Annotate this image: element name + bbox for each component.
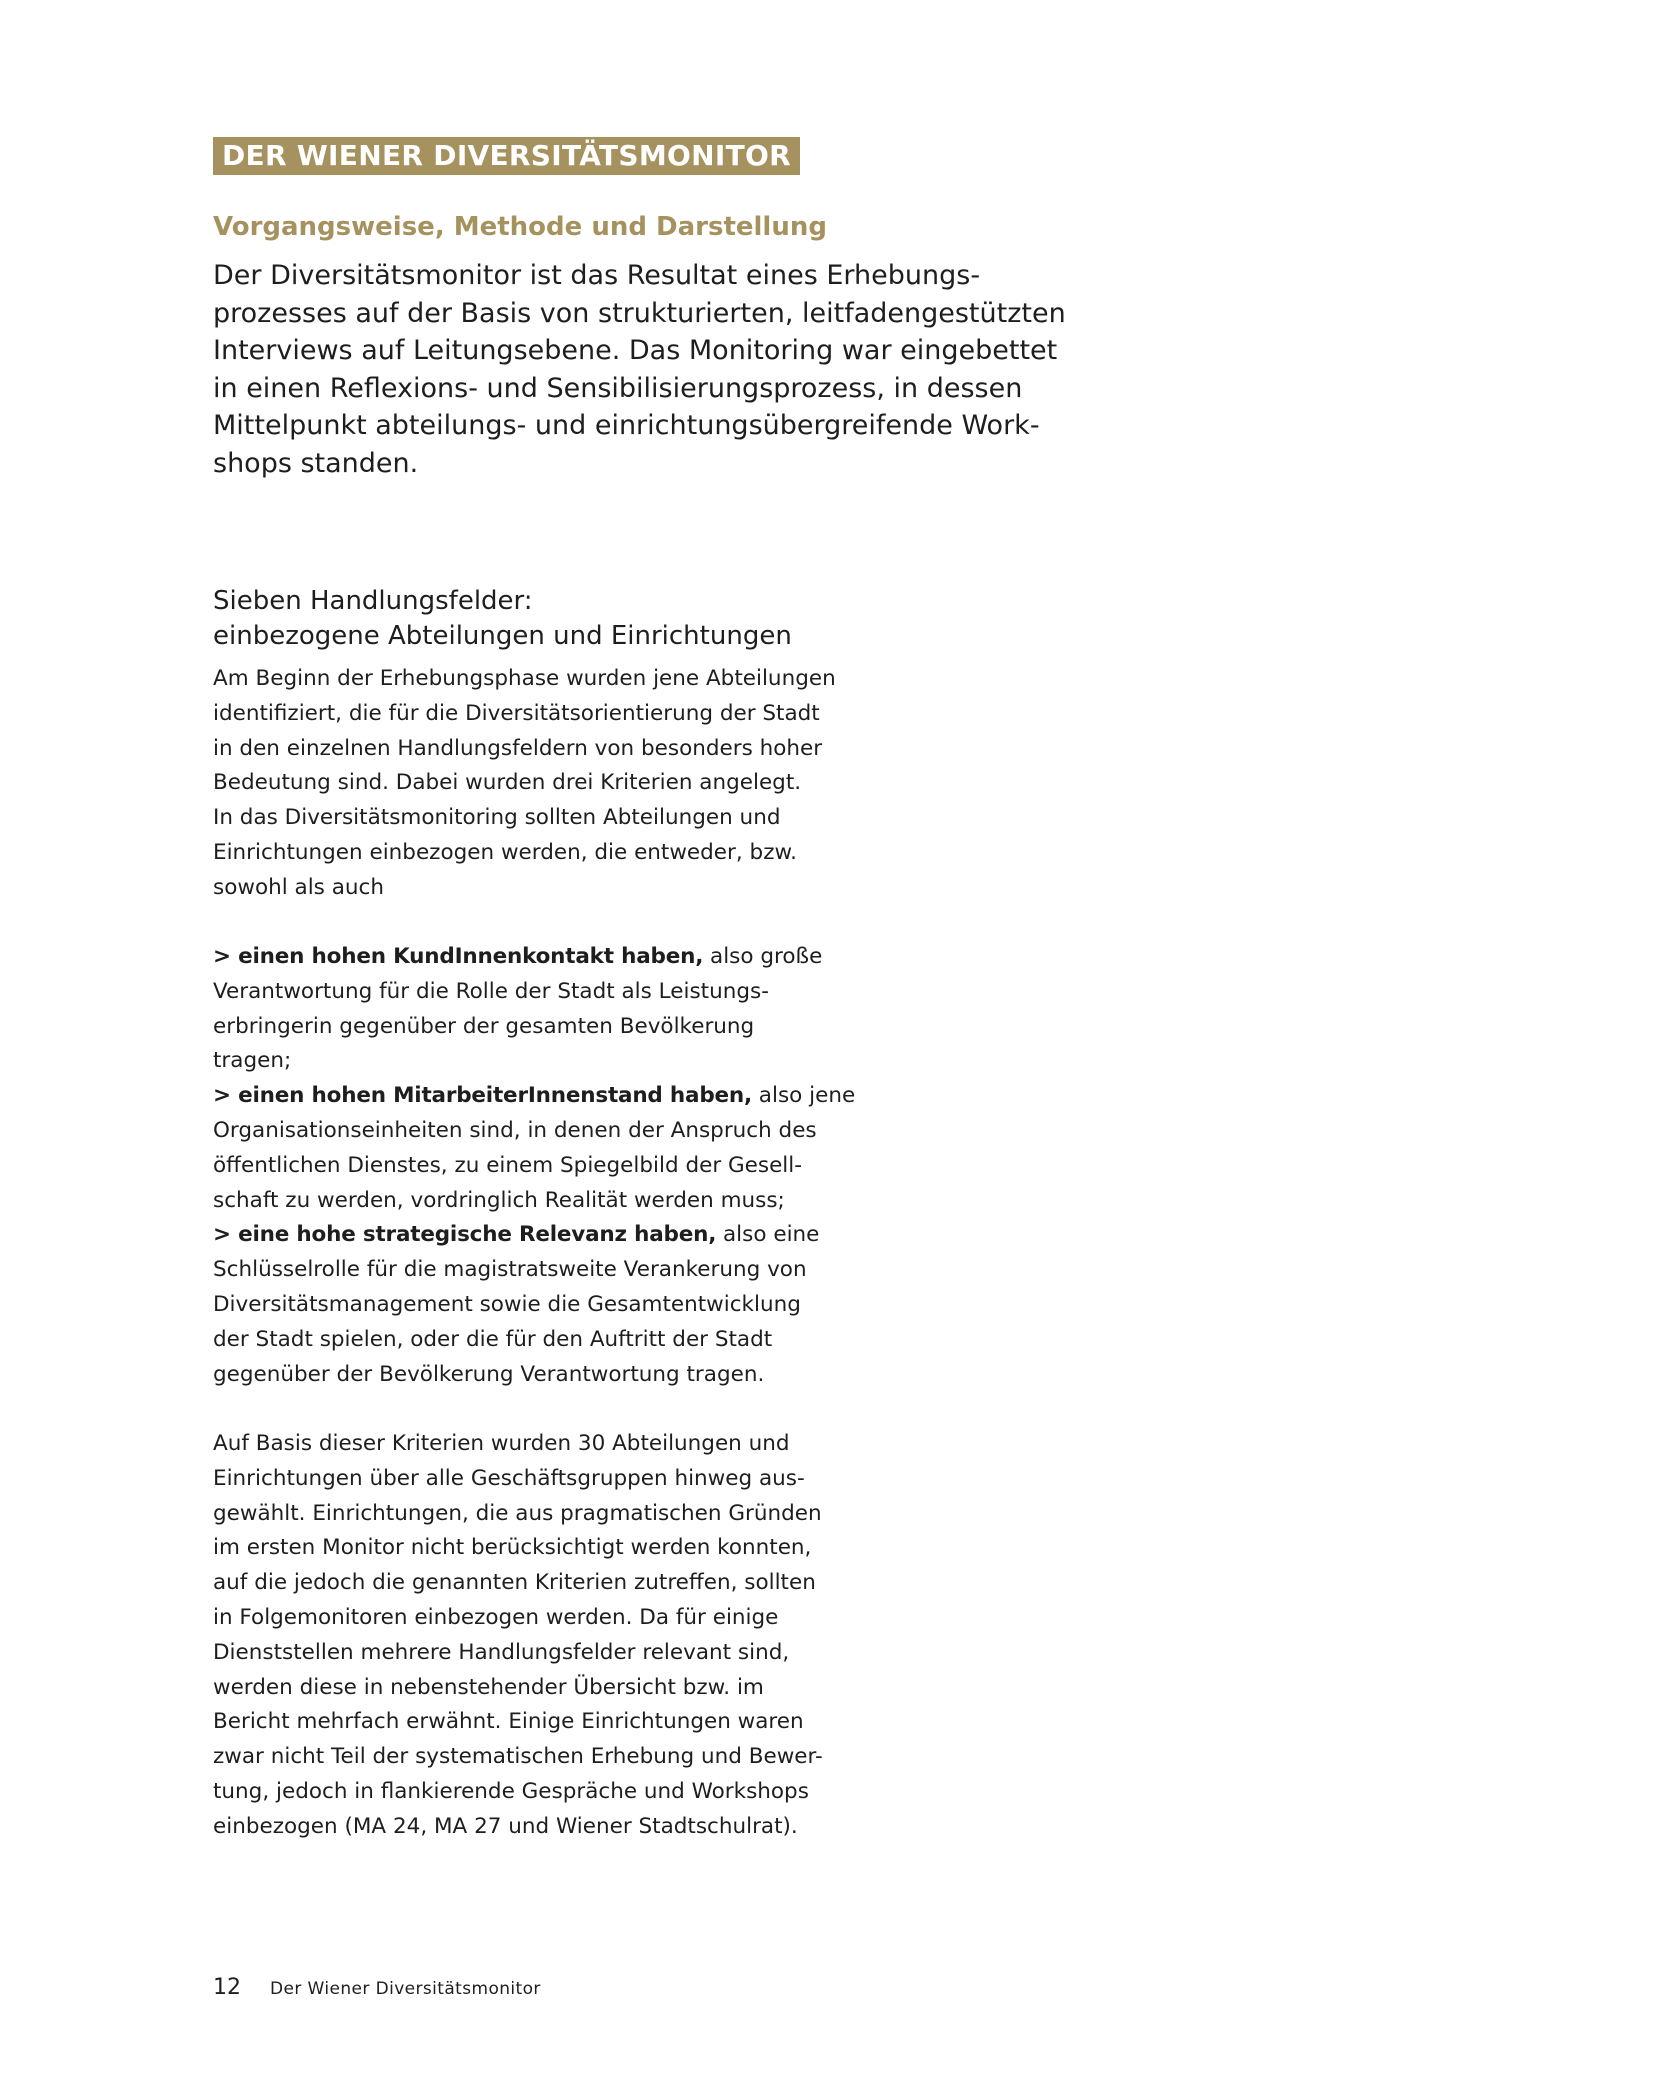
criterion-staff-size bbox=[213, 1079, 913, 1114]
text-line: Einrichtungen über alle Geschäftsgruppen hinweg aus- bbox=[213, 1465, 805, 1491]
criterion-text: also jene bbox=[751, 1083, 856, 1109]
text-line: gewählt. Einrichtungen, die aus pragmatischen Gründen bbox=[213, 1500, 822, 1526]
intro-line: in einen Reflexions- und Sensibilisierungsprozess, in dessen bbox=[213, 372, 1023, 404]
text-line: gegenüber der Bevölkerung Verantwortung tragen. bbox=[213, 1361, 765, 1387]
text-line: Bedeutung sind. Dabei wurden drei Kriterien angelegt. bbox=[213, 770, 802, 796]
text-line: werden diese in nebenstehender Übersicht bzw. im bbox=[213, 1674, 764, 1700]
intro-line: Interviews auf Leitungsebene. Das Monitoring war eingebettet bbox=[213, 335, 1058, 367]
text-line: einbezogen (MA 24, MA 27 und Wiener Stadtschulrat). bbox=[213, 1813, 798, 1839]
criterion-label: > einen hohen MitarbeiterInnenstand haben, bbox=[213, 1083, 752, 1109]
criterion-customer-contact bbox=[213, 940, 913, 975]
intro-paragraph bbox=[213, 257, 1113, 483]
text-line: Bericht mehrfach erwähnt. Einige Einrichtungen waren bbox=[213, 1709, 804, 1735]
criteria-list bbox=[213, 940, 913, 1392]
text-line: sowohl als auch bbox=[213, 874, 384, 900]
intro-line: Mittelpunkt abteilungs- und einrichtungsübergreifende Work- bbox=[213, 410, 1040, 442]
text-line: auf die jedoch die genannten Kriterien zutreffen, sollten bbox=[213, 1570, 816, 1596]
text-line: öffentlichen Dienstes, zu einem Spiegelbild der Gesell- bbox=[213, 1152, 803, 1178]
text-line: identifiziert, die für die Diversitätsorientierung der Stadt bbox=[213, 700, 820, 726]
intro-line: shops standen. bbox=[213, 447, 419, 479]
page-number: 12 bbox=[213, 1975, 241, 2000]
section-title-line: Sieben Handlungsfelder: bbox=[213, 586, 533, 616]
text-line: tung, jedoch in flankierende Gespräche und Workshops bbox=[213, 1778, 809, 1804]
section-title-line: einbezogene Abteilungen und Einrichtungen bbox=[213, 621, 792, 651]
text-line: im ersten Monitor nicht berücksichtigt werden konnten, bbox=[213, 1535, 812, 1561]
criterion-label: > einen hohen KundInnenkontakt haben, bbox=[213, 944, 704, 969]
criterion-strategic-relevance bbox=[213, 1218, 913, 1253]
criterion-text: also große bbox=[703, 944, 823, 969]
text-line: Verantwortung für die Rolle der Stadt als Leistungs- bbox=[213, 978, 769, 1004]
text-line: Dienststellen mehrere Handlungsfelder relevant sind, bbox=[213, 1639, 790, 1665]
intro-line: prozesses auf der Basis von strukturierten, leitfadengestützten bbox=[213, 297, 1066, 329]
text-line: in den einzelnen Handlungsfeldern von besonders hoher bbox=[213, 735, 823, 761]
text-line: In das Diversitätsmonitoring sollten Abteilungen und bbox=[213, 805, 781, 831]
text-line: Einrichtungen einbezogen werden, die entweder, bzw. bbox=[213, 839, 797, 865]
text-line: tragen; bbox=[213, 1048, 292, 1074]
section-title bbox=[213, 584, 792, 654]
text-line: erbringerin gegenüber der gesamten Bevölkerung bbox=[213, 1013, 755, 1039]
text-line: Diversitätsmanagement sowie die Gesamtentwicklung bbox=[213, 1291, 801, 1317]
text-line: Am Beginn der Erhebungsphase wurden jene Abteilungen bbox=[213, 666, 836, 691]
text-line: Auf Basis dieser Kriterien wurden 30 Abteilungen und bbox=[213, 1431, 790, 1456]
subheading: Vorgangsweise, Methode und Darstellung bbox=[213, 212, 827, 242]
intro-line: Der Diversitätsmonitor ist das Resultat eines Erhebungs- bbox=[213, 260, 981, 291]
text-line: in Folgemonitoren einbezogen werden. Da für einige bbox=[213, 1604, 779, 1630]
criterion-label: > eine hohe strategische Relevanz haben, bbox=[213, 1222, 717, 1248]
text-line: schaft zu werden, vordringlich Realität werden muss; bbox=[213, 1187, 785, 1213]
text-line: der Stadt spielen, oder die für den Auftritt der Stadt bbox=[213, 1326, 773, 1352]
criterion-text: also eine bbox=[716, 1222, 820, 1248]
text-line: Schlüsselrolle für die magistratsweite Verankerung von bbox=[213, 1257, 807, 1283]
running-title: Der Wiener Diversitätsmonitor bbox=[270, 1979, 541, 1999]
section-banner: DER WIENER DIVERSITÄTSMONITOR bbox=[213, 137, 800, 175]
text-line: zwar nicht Teil der systematischen Erhebung und Bewer- bbox=[213, 1744, 823, 1770]
text-line: Organisationseinheiten sind, in denen der Anspruch des bbox=[213, 1117, 817, 1143]
paragraph-intro-criteria bbox=[213, 662, 913, 906]
paragraph-selection bbox=[213, 1427, 913, 1845]
